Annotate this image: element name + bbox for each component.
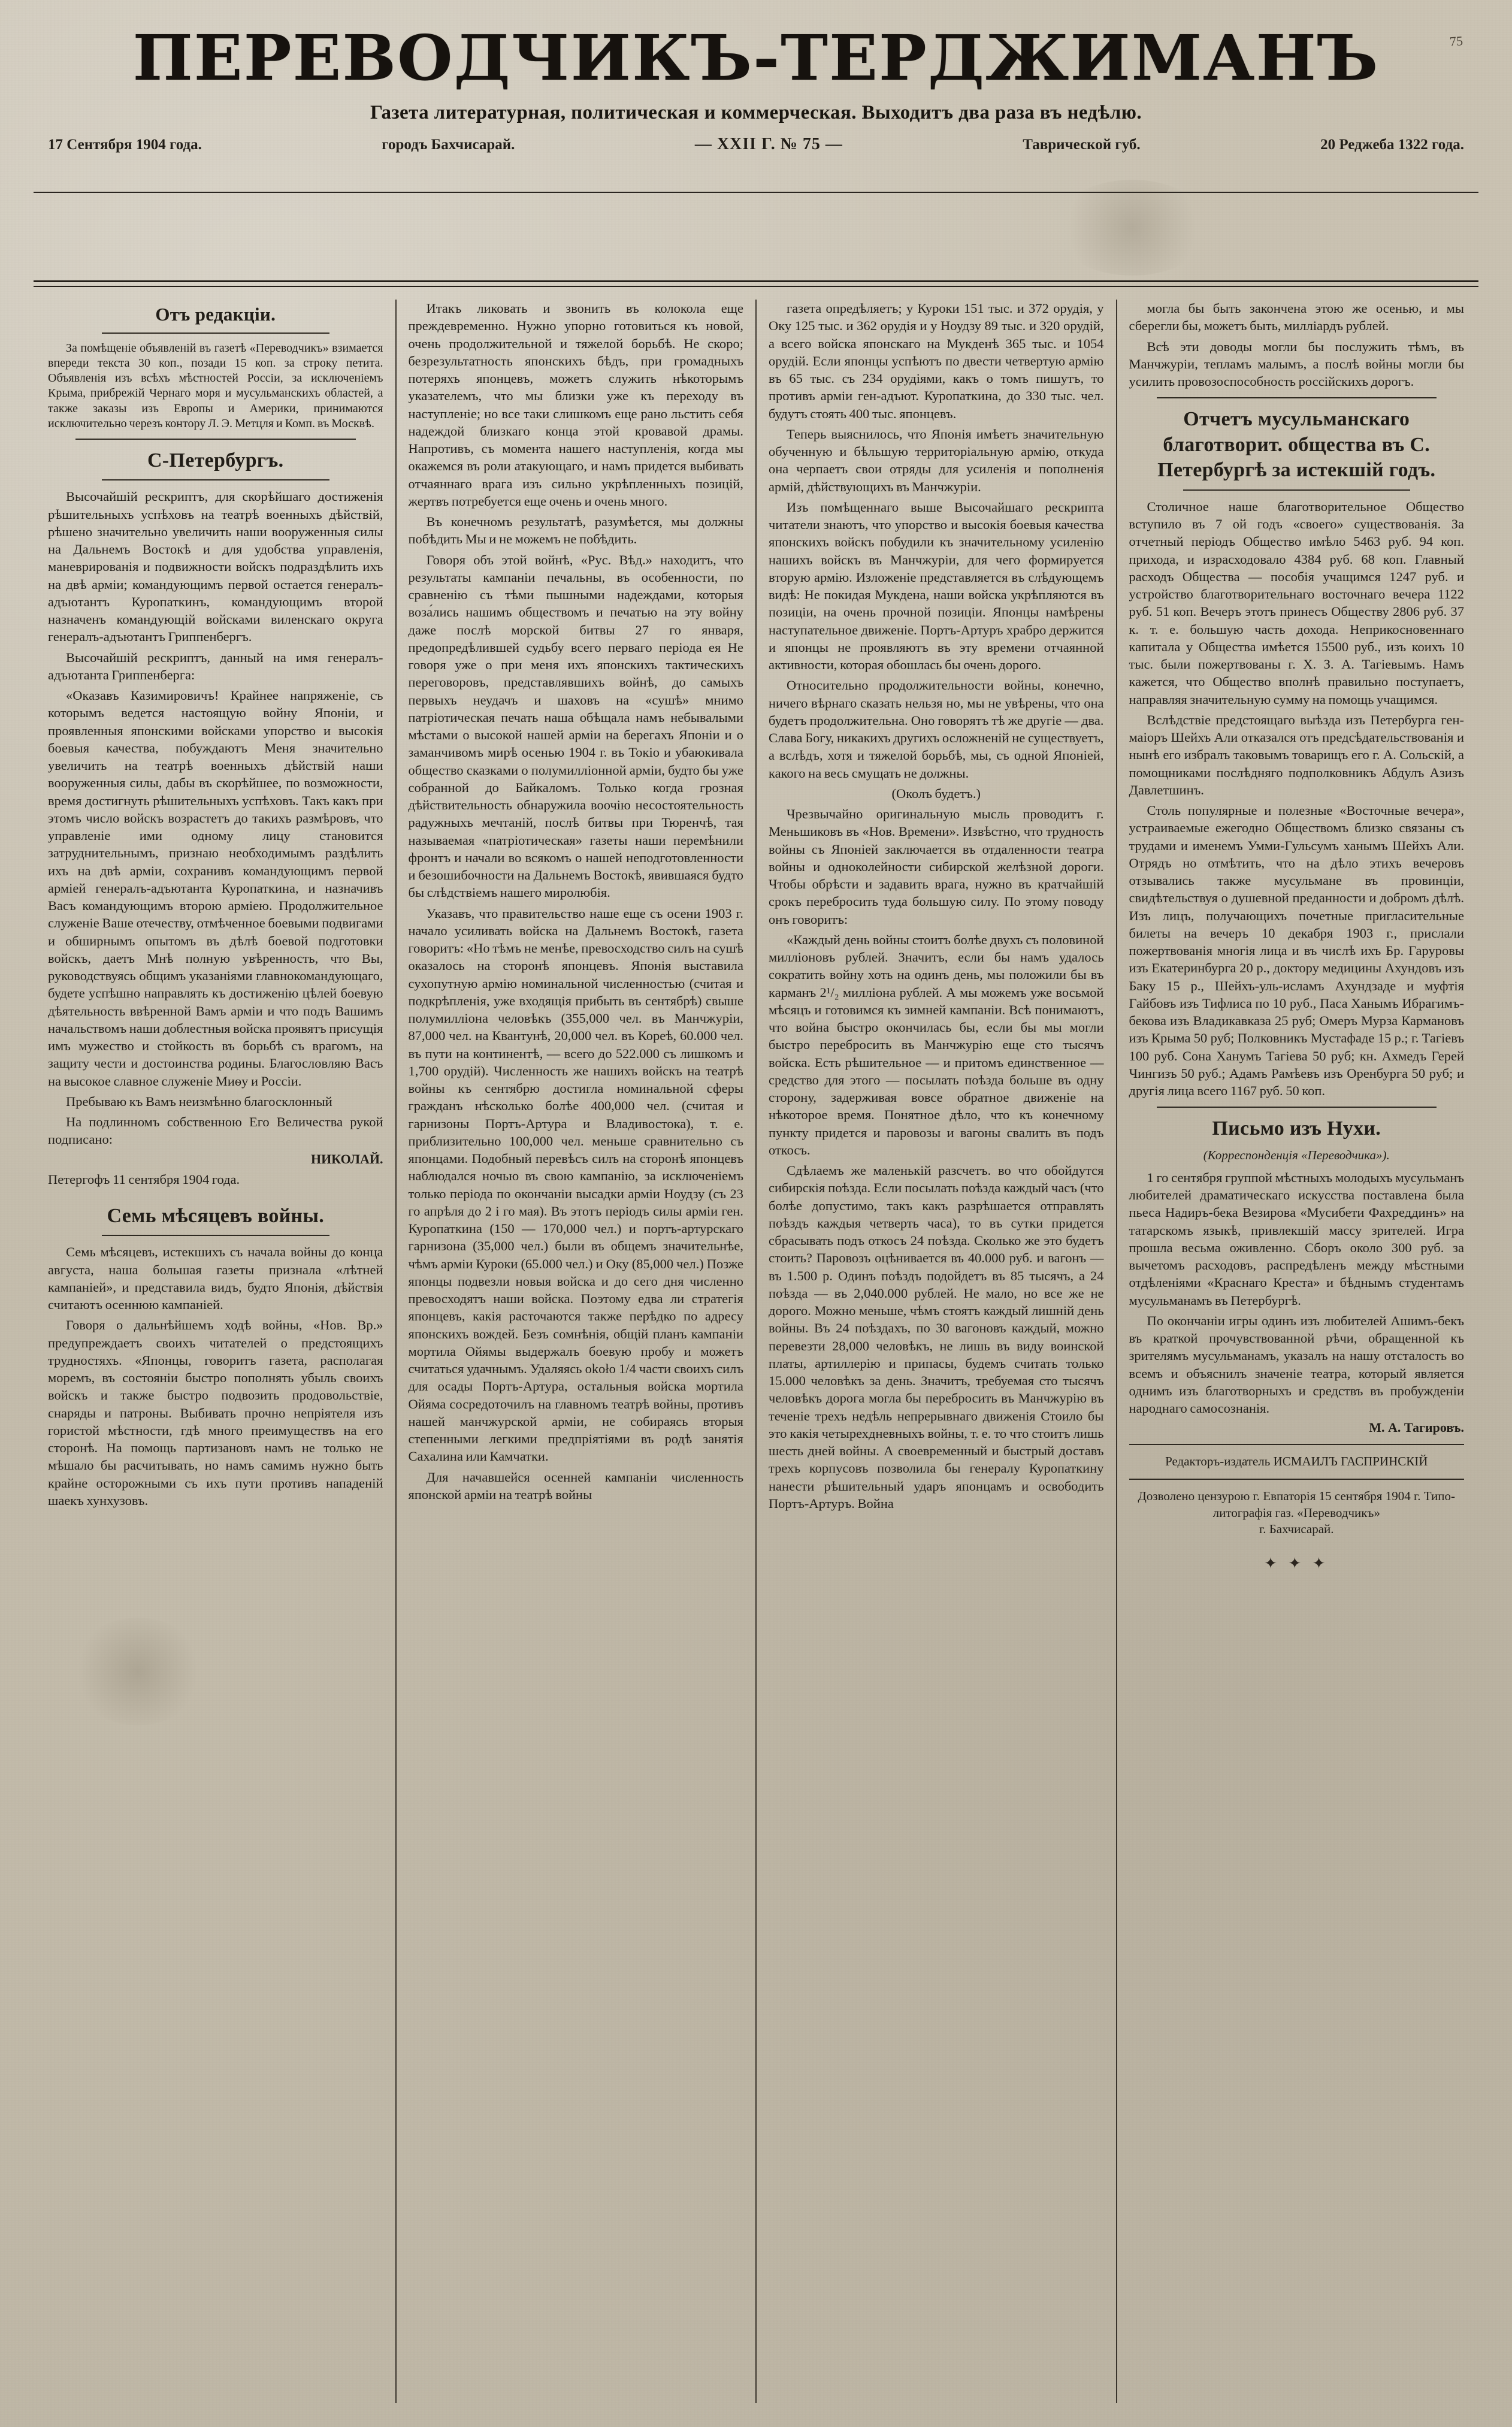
masthead-province: Таврической губ. bbox=[1023, 137, 1141, 153]
editor-line: Редакторъ-издатель ИСМАИЛЪ ГАСПРИНСКІЙ bbox=[1165, 1454, 1428, 1469]
masthead bbox=[0, 0, 1512, 154]
col3-continuation-note: (Околъ будетъ.) bbox=[891, 785, 981, 801]
heading-st-petersburg: С-Петербургъ. bbox=[147, 449, 284, 472]
col3-paragraph-4: Относительно продолжительности войны, конечно, ничего вѣрнаго сказать нельзя но, мы не увѣрены, что она будетъ продолжительна. Оно говорятъ тѣ же другіе — два. Слава Богу, никакихъ другихъ осложненій не существуетъ, а вслѣдъ, хотя и тяжелой борьбѣ, мы, съ одной Японіей, какого на весь смущать не должны. bbox=[769, 678, 1104, 781]
masthead-rule-bottom bbox=[34, 280, 1478, 287]
newspaper-title: ПЕРЕВОДЧИКЪ-ТЕРДЖИМАНЪ bbox=[132, 21, 1380, 95]
column-4 bbox=[1116, 300, 1477, 2403]
masthead-subtitle: Газета литературная, политическая и коммерческая. Выходитъ два раза въ недѣлю. bbox=[370, 102, 1142, 124]
column-3 bbox=[755, 300, 1116, 2403]
divider bbox=[102, 479, 329, 480]
article-columns bbox=[36, 300, 1476, 2403]
column-2 bbox=[395, 300, 756, 2403]
heading-seven-months: Семь мѣсяцевъ войны. bbox=[107, 1204, 325, 1227]
heading-charity-report: Отчетъ мусульманскаго благотворит. общества въ С. Петербургѣ за истекшій годъ. bbox=[1157, 408, 1436, 482]
printing-city: г. Бахчисарай. bbox=[1259, 1522, 1334, 1537]
colophon-rule-top bbox=[1129, 1444, 1465, 1445]
report-paragraph-3: Столь популярные и полезные «Восточные вечера», устраиваемые ежегодно Обществомъ близко связаны съ трудами и именемъ Умми-Гульсумъ ханымъ Шейхъ Али. Отрядъ но отмѣтить, что на дѣло этихъ вечеровъ отзывались также мусульмане въ провинціи, свидѣтельствуя о душевной преданности и добромъ дѣлѣ. Изъ лицъ, получающихъ почетные пригласительные билеты на вечеръ 10 декабря 1903 г., прислали пожертвованія многія лица и въ числѣ ихъ Бр. Гаруровы изъ Екатеринбурга 20 р., доктору медицины Ахундовъ изъ Баку 15 р., Шейхъ-уль-исламъ Ахундзаде и муфтія Гайбовъ изъ Тифлиса по 10 руб., Паса Ханымъ Ибрагимъ-бекова изъ Владикавказа 25 руб; Омеръ Мурза Кармановъ изъ Крыма 50 руб; Полковникъ Мустафаде 15 р.; г. Тагіевъ 100 руб. Сона Ханумъ Тагіева 50 руб; кн. Ахмедъ Герей Чингизъ 50 руб.; Адамъ Рамѣевъ изъ Оренбурга 50 руб; и другія лица всего 1167 руб. 50 коп. bbox=[1129, 803, 1464, 1098]
col2-paragraph-4: Указавъ, что правительство наше еще съ осени 1903 г. начало усиливать войска на Дальнемъ Востокѣ, газета говоритъ: «Но тѣмъ не менѣе, превосходство силъ на сушѣ оказалось на сторонѣ японцевъ. Японія выставила сухопутную армію номинальной численностью (считая и подкрѣпленія, уже входящія прибыть въ сентябрѣ) свыше полумилліона человѣкъ (355,000 чел. въ Манчжуріи, 87,000 чел. на Квантунѣ, 20,000 чел. въ Кореѣ, 60.000 чел. въ пути на континентѣ, — всего до 522.000 съ лишкомъ и 1,700 орудій). Численность же нашихъ войскъ на театрѣ войны къ сентябрю достигла номинальной сферы гражданъ нѣсколько болѣе 400,000 чел. (считая и гарнизоны Портъ-Артура и Владивостока), т. е. приблизительно 100,000 чел. меньше сравнительно съ японцами. Подобный перевѣсъ силъ на сторонѣ японцевъ наблюдался ночью въ свою кампанію, за исключеніемъ только періода по окончаніи высадки арміи Ноудзу (съ 23 го апрѣля до 2 і го мая). Въ этотъ періодъ силы арміи ген. Куропаткина (150 — 170,000 чел.) и портъ-артурскаго гарнизона (35,000 чел.) были въ общемъ значительнѣе, чѣмъ арміи Куроки (65.000 чел.) и Оку (85,000 чел.) Позже японцы подвезли новыя войска и до сего дня численно превосходятъ наши войска. Поэтому едва ли стратегія японцевъ, какія расточаются также перѣдко по адресу японскихъ вождей. Безъ сомнѣнія, общій планъ кампаніи мортила Ойямы выдержалъ боевую пробу и можетъ считаться удачнымъ. Удаляясь około 1/4 части своихъ силъ для осады Портъ-Артура, остальныя войска мортила Ойяма сосредоточилъ на главномъ театрѣ войны, противъ нашей манчжурской арміи, не собираясь вторыя степенными легкими предпріятіями въ родѣ занятія Сахалина или Камчатки. bbox=[408, 905, 743, 1464]
page-corner-mark: 75 bbox=[1449, 33, 1463, 49]
masthead-issue-line bbox=[42, 135, 1470, 154]
heading-letter-nukha: Письмо изъ Нухи. bbox=[1212, 1117, 1381, 1140]
col2-paragraph-3: Говоря объ этой войнѣ, «Рус. Вѣд.» находитъ, что результаты кампаніи печальны, въ особенности, по сравненію съ тѣми пышными надеждами, которыя воза́лись нашимъ обществомъ и печатью на эту войну даже послѣ морской битвы 27 го января, предопредѣлившей судьбу всего перваго періода ея Не говоря уже о при меня ихъ японскихъ тактическихъ переговоровъ, представлявшихъ войнѣ, до самыхъ первыхъ неудачъ и шаховъ на «сушѣ» мнимо патріотическая печать наша обѣщала намъ небывалыми мѣстами о высокой нашей арміи на берегахъ Японіи и о заманчивомъ мирѣ осенью 1904 г. въ Токіо и убаюкивала общество сказками о полумилліонной арміи, будто бы уже собранной до Байкаломъ. Только когда грозная дѣйствительность обнаружила воочію несостоятельность радужныхъ мечтаній, послѣ битвы при Тюренчѣ, тая называемая «патріотическая» газеты наши перемѣнили фронтъ и начали во всякомъ о нашей неподготовленности и безошибочности на Дальнемъ Востокѣ, явившаяся будто бы слѣдствіемъ нашего миролюбія. bbox=[408, 552, 743, 900]
letter-correspondence-note: (Корреспонденція «Переводчика»). bbox=[1203, 1147, 1390, 1162]
divider bbox=[1183, 489, 1411, 491]
masthead-place: городъ Бахчисарай. bbox=[382, 137, 515, 153]
report-paragraph-2: Вслѣдствіе предстоящаго выѣзда изъ Петербурга ген-маіоръ Шейхъ Али отказался отъ предсѣдательствованія и нынѣ его избралъ таковымъ товарищъ его г. А. Сольскій, а помощниками послѣдняго подполковникъ Абдулъ Азизъ Давлетшинъ. bbox=[1129, 712, 1464, 797]
paper-stain bbox=[1054, 180, 1210, 276]
col3-paragraph-2: Теперь выяснилось, что Японія имѣетъ значительную обученную и бѣльшую территоріальную армію, откуда она черпаетъ свои отряды для усиленія и пополненія армій, дѣйствующихъ въ Манчжуріи. bbox=[769, 426, 1104, 494]
censor-permit: Дозволено цензурою г. Евпаторія 15 сентября 1904 г. Типо-литографія газ. «Переводчикъ» bbox=[1138, 1488, 1455, 1520]
col4-paragraph-2: Всѣ эти доводы могли бы послужить тѣмъ, въ Манчжуріи, тепламъ малымъ, а послѣ войны могли бы усилить провозоспособность россійскихъ дорогъ. bbox=[1129, 338, 1464, 389]
spb-paragraph-5: На подлинномъ собственною Его Величества рукой подписано: bbox=[48, 1114, 383, 1147]
column-1 bbox=[36, 300, 395, 2403]
col3-paragraph-3: Изъ помѣщеннаго выше Высочайшаго рескрипта читатели знаютъ, что упорство и высокія боевыя качества японскихъ войскъ побудили къ значительному усиленію нашихъ войскъ въ Манчжуріи, для чего формируется вторую армію. Изложеніе представляется въ слѣдующемъ видѣ: Не покидая Мукдена, наши войска укрѣпляются въ позиціи, на очень прочной позиціи. Японцы намѣрены наступательное движеніе. Портъ-Артуръ храбро держится и японцы не проявляютъ въ эту времени отчаянной активности, которая обошлась бы очень дорого. bbox=[769, 499, 1104, 672]
divider bbox=[1157, 397, 1437, 398]
col3-paragraph-7: «Каждый день войны стоитъ болѣе двухъ съ половиной милліоновъ рублей. Значитъ, если бы намъ удалось сократить войну хоть на одинъ день, мы положили бы въ карманъ 2¹/₂ милліона рублей. А мы можемъ уже восьмой мѣсяцъ и готовимся къ зимней кампаніи. Всѣ понимаютъ, что война быстро окончилась бы, если бы мы могли быстро перебросить въ Манчжурію еще сто тысячъ войска. Есть рѣшительное — и притомъ единственное — средство для этого — посылать поѣзда больше въ одну сторону, задерживая вовсе обратное движеніе на нѣкоторое время. Понятное дѣло, что къ конечному пункту придется и паровозы и вагоны свалить въ подъ откосъ. bbox=[769, 932, 1104, 1157]
masthead-date-right: 20 Реджеба 1322 года. bbox=[1320, 137, 1464, 153]
masthead-rule-top bbox=[34, 192, 1478, 193]
letter-paragraph-2: По окончаніи игры одинъ изъ любителей Ашимъ-бекъ въ краткой прочувствованной рѣчи, обращенной къ зрителямъ мусульманамъ, указалъ на нашу отсталость во всемъ и объяснилъ значеніе театра, который является однимъ изъ благотворныхъ и средствъ въ пробужденіи народнаго самосознанія. bbox=[1129, 1313, 1464, 1416]
masthead-date-left: 17 Сентября 1904 года. bbox=[48, 137, 202, 153]
seven-months-paragraph-1: Семь мѣсяцевъ, истекшихъ съ начала войны до конца августа, наша большая газеты признала «лѣтней кампаніей», и представила видъ, будто Японія, дѣйствія считаютъ осеннюю кампаніей. bbox=[48, 1244, 383, 1313]
seven-months-paragraph-2: Говоря о дальнѣйшемъ ходѣ войны, «Нов. Вр.» предупреждаетъ своихъ читателей о предстоящихъ трудностяхъ. «Японцы, говоритъ газета, располагая моремъ, въ состояніи быстро пополнять убыль своихъ войскъ и также быстро подвозить продовольствіе, снаряды и патроны. Выбивать прочно непріятеля изъ гористой мѣстности, гдѣ много преимуществъ на его сторонѣ. На помощь партизановъ намъ не только не мѣшало бы расчитывать, но намъ самимъ нужно быть крайне осторожными съ ихъ пути противъ нападеній шаекъ хунхузовъ. bbox=[48, 1317, 383, 1508]
ornament-decoration: ✦ ✦ ✦ bbox=[1264, 1555, 1329, 1573]
col2-paragraph-5: Для начавшейся осенней кампаніи численность японской арміи на театрѣ войны bbox=[408, 1469, 743, 1502]
col2-paragraph-2: Въ конечномъ результатѣ, разумѣется, мы должны побѣдить Мы и не можемъ не побѣдить. bbox=[408, 514, 743, 547]
signature-tagirov: М. А. Тагировъ. bbox=[1369, 1420, 1464, 1435]
spb-paragraph-2: Высочайшій рескриптъ, данный на имя генералъ-адъютанта Гриппенберга: bbox=[48, 649, 383, 682]
editorial-text: За помѣщеніе объявленій въ газетѣ «Переводчикъ» взимается впереди текста 30 коп., позади 15 коп. за строку петита. Объявленія изъ всѣхъ мѣстностей Россіи, за исключеніемъ Крыма, прибрежій Чернаго моря и мусульманскихъ областей, а также заказы изъ Европы и Америки, принимаются исключительно черезъ контору Л. Э. Метцля и Комп. въ Москвѣ. bbox=[48, 341, 383, 430]
col3-paragraph-6: Чрезвычайно оригинальную мысль проводитъ г. Меньшиковъ въ «Нов. Времени». Извѣстно, что трудность войны съ Японіей заключается въ отдаленности театра войны и одноколейности сибирской желѣзной дороги. Чтобы обрѣсти и задавить врага, нужно въ кратчайшій срокъ перебросить туда большую силу. По этому поводу онъ говоритъ: bbox=[769, 806, 1104, 927]
col3-paragraph-1: газета опредѣляетъ; у Куроки 151 тыс. и 372 орудія, у Оку 125 тыс. и 362 орудія и у Ноудзу 89 тыс. и 320 орудій, а всего войска японскаго на Мукденѣ 365 тыс. и 1054 орудій. Если японцы успѣютъ по двести четвертую армію въ 65 тыс. съ 234 орудіями, какъ о томъ пишутъ, то противъ арміи ген-адъют. Куропаткина, до 330 тыс. чел. будутъ стоять 400 тыс. японцевъ. bbox=[769, 301, 1104, 421]
dateline-petergof: Петергофъ 11 сентября 1904 года. bbox=[48, 1171, 240, 1187]
col4-paragraph-1: могла бы быть закончена этою же осенью, и мы сберегли бы, можетъ быть, милліардъ рублей. bbox=[1129, 301, 1464, 334]
spb-paragraph-4: Пребываю къ Вамъ неизмѣнно благосклонный bbox=[66, 1093, 332, 1109]
signature-nikolai: НИКОЛАЙ. bbox=[310, 1151, 383, 1166]
heading-editorial: Отъ редакціи. bbox=[155, 304, 276, 325]
colophon bbox=[1129, 1444, 1465, 1574]
spb-paragraph-1: Высочайшій рескриптъ, для скорѣйшаго достиженія рѣшительныхъ успѣховъ на театрѣ военныхъ дѣйствій, рѣшено значительно увеличить наши вооруженныя силы на Дальнемъ Востокѣ и для удобства управленія, маневрированія и подвижности войскъ подраздѣлить ихъ на двѣ арміи; командующимъ первой остается генералъ-адъютантъ Куропаткинъ, командующимъ второй назначенъ командующій войсками виленскаго округа генералъ-адъютантъ Гриппенбергъ. bbox=[48, 489, 383, 645]
col2-paragraph-1: Итакъ ликовать и звонить въ колокола еще преждевременно. Нужно упорно готовиться къ новой, очень продолжительной и тяжелой борьбѣ. Не скоро; безрезультатность японскихъ бѣдъ, при громадныхъ потеряхъ японцевъ, можетъ служить нѣкоторымъ указателемъ, что мы близки уже къ переходу въ наступленіе; но все таки слишкомъ еще рано льстить себя надеждой близкаго конца этой кровавой драмы. Напротивъ, съ момента нашего наступленія, когда мы окажемся въ роли атакующаго, и намъ придется выбивать отчаяннаго врага изъ сильно укрѣпленныхъ позицій, жертвъ потребуется еще очень и очень много. bbox=[408, 301, 743, 509]
divider bbox=[102, 333, 329, 334]
report-paragraph-1: Столичное наше благотворительное Общество вступило въ 7 ой годъ «своего» существованія. За отчетный періодъ Общество имѣло 5463 руб. 94 коп. прихода, и израсходовало 4384 руб. 68 коп. Главный расходъ Общества — пособія учащимся 1247 руб. и устройство благотворительнаго восточнаго вечера 1122 руб. 51 коп. Вечеръ этотъ принесъ Обществу 2806 руб. 37 к. т. е. большую часть дохода. Неприкосновеннаго капитала у Общества имѣется 15500 руб., изъ коихъ 10 тыс. были пожертвованы г. Х. З. А. Тагіевымъ. Намъ кажется, что Общество вполнѣ правильно поступаетъ, направляя значительную сумму на помощь учащимся. bbox=[1129, 498, 1464, 707]
divider bbox=[1157, 1107, 1437, 1108]
col3-paragraph-8: Сдѣлаемъ же маленькій разсчетъ. во что обойдутся сибирскія поѣзда. Если посылать поѣзда каждый часъ (что болѣе допустимо, такъ какъ разрѣшается отправлять поѣздъ каждыя четверть часа), то въ сутки придется сбрасывать подъ откосъ 24 поѣзда. Сколько же это будетъ стоить? Паровозъ оцѣнивается въ 40.000 руб. и вагонъ — въ 1.500 р. Одинъ поѣздъ подойдетъ въ 85 тысячъ, а 24 поѣзда — въ 2,040.000 рублей. Не мало, но все же не дорого. Можно меньше, чѣмъ стоятъ каждый лишній день войны. Въ 24 поѣздахъ, по 30 вагоновъ каждый, можно перевезти 28,000 человѣкъ, не лишь въ виду воинской платы, артиллерію и припасы, будемъ считать только 15.000 человѣкъ за день. Значитъ, требуемая сто тысячъ человѣкъ дорога могла бы перебросить въ Манчжурію въ теченіе трехъ недѣль непрерывнаго движенія Стоило бы это какія четырехдневныхъ войны, т. е. то что стоитъ лишь шесть дней войны. А своевременный и быстрый доставъ трехъ корпусовъ позволила бы генералу Куропаткину нанести рѣшительный ударъ японцамъ и освободить Портъ-Артуръ. Война bbox=[769, 1163, 1104, 1511]
divider bbox=[102, 1235, 329, 1236]
letter-paragraph-1: 1 го сентября группой мѣстныхъ молодыхъ мусульманъ любителей драматическаго искусства поставлена была пьеса Надиръ-бека Везирова «Мусибети Фахреддинъ» на татарскомъ языкѣ, привлекшій массу зрителей. Игра прошла весьма оживленно. Сборъ около 300 руб. за вычетомъ расходовъ, распредѣленъ между мѣстными отдѣленіями «Краснаго Креста» и бѣднымъ студентамъ мусульманамъ въ Петербургѣ. bbox=[1129, 1169, 1464, 1308]
masthead-issue-number: — ХХII Г. № 75 — bbox=[694, 135, 843, 154]
spb-paragraph-3: «Оказавъ Казимировичъ! Крайнее напряженіе, съ которымъ ведется настоящую войну Японіи, и проявленныя японскими войсками упорство и высокія боевыя качества, побуждаютъ Меня значительно увеличить на театрѣ военныхъ дѣйствій наши вооруженныя силы, дабы въ скорѣйшее, по возможности, время достигнуть рѣшительныхъ успѣховъ. Такъ какъ при этомъ число войскъ возрастетъ до такихъ размѣровъ, что управленіе ими одному лицу становится затруднительнымъ, признаю необходимымъ раздѣлить ихъ на двѣ арміи, сохранивъ командующимъ первой арміей генералъ-адъютанта Куропаткина, и назначивъ Васъ командующимъ второю арміею. Продолжительное служеніе Ваше отечеству, отмѣченное боевыми подвигами и обширнымъ опытомъ въ дѣлѣ боевой подготовки войскъ, даетъ Мнѣ полную увѣренность, что Вы, руководствуясь общимъ указаніями главнокомандующаго, будете успѣшно направлять къ достиженію цѣлей боевую дѣятельность ввѣренной Вамъ арміи и что подъ Вашимъ начальствомъ наши доблестныя войска проявятъ присущія имъ мужество и стойкость въ борьбѣ съ врагомъ, на защиту чести и достоинства родины. Благословляю Васъ на высокое славное служеніе Миѳу и Россіи. bbox=[48, 688, 383, 1089]
colophon-rule-bottom bbox=[1129, 1479, 1465, 1480]
divider bbox=[75, 439, 356, 440]
